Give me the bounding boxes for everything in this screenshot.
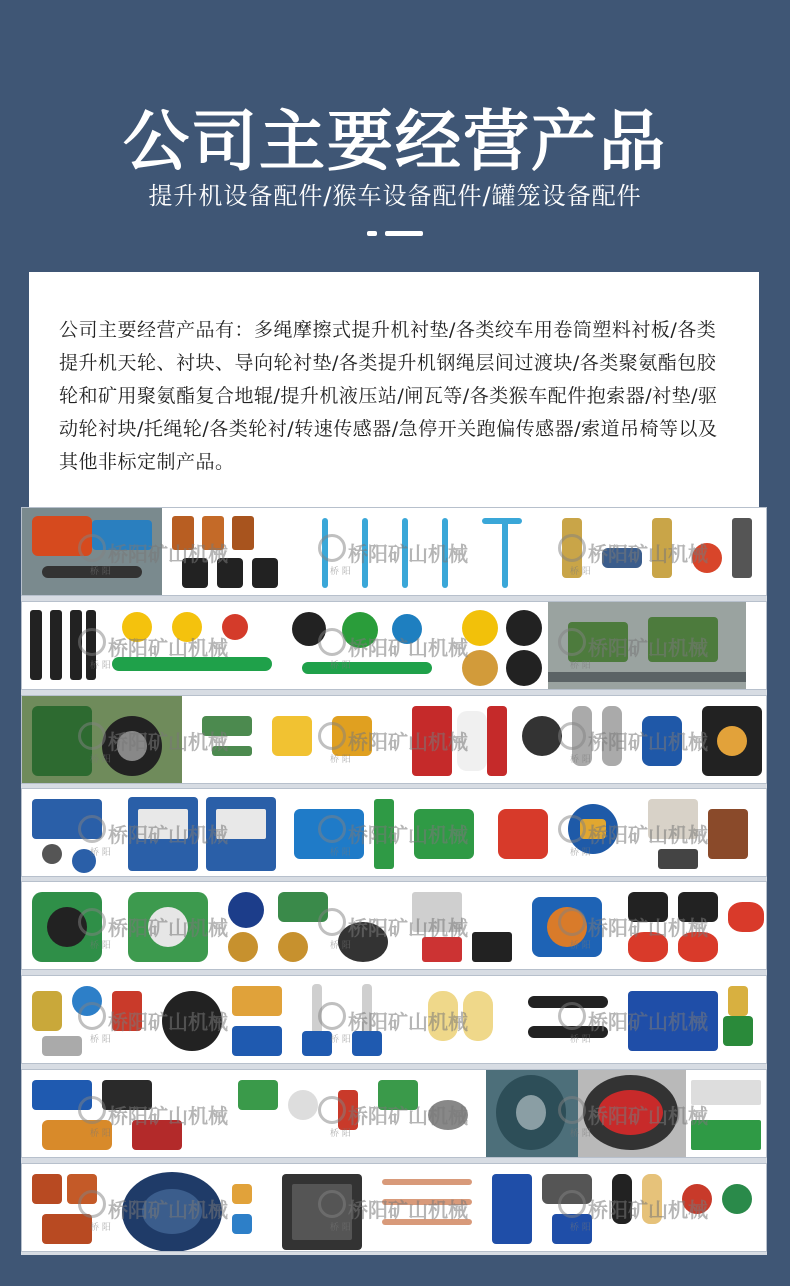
product-part [691,1080,761,1105]
product-photo [402,882,522,969]
product-photo [602,1164,766,1251]
product-photo [22,882,118,969]
product-part [722,1184,752,1214]
product-photo [632,696,767,783]
product-part [292,612,326,646]
product-part [723,1016,753,1046]
product-part [342,612,378,648]
page-title: 公司主要经营产品 [123,103,667,180]
product-photo [542,508,767,595]
product-part [112,991,142,1031]
product-part [374,799,394,869]
product-part [228,932,258,962]
watermark-text: 桥阳矿山机械 [348,1198,468,1222]
product-photo [218,882,402,969]
product-photo [228,1070,486,1157]
product-part [232,1026,282,1056]
watermark-small-text: 桥 阳 [330,848,351,858]
product-part [562,518,582,578]
watermark-text: 桥阳矿山机械 [588,1104,708,1128]
product-part [572,706,592,766]
product-part [312,984,322,1034]
product-part [252,558,278,588]
watermark-small-text: 桥 阳 [330,1129,351,1139]
watermark-small-text: 桥 阳 [570,1223,591,1233]
product-photo [418,976,618,1063]
product-part [412,706,452,776]
product-part [232,986,282,1016]
watermark-small-text: 桥 阳 [90,567,111,577]
product-part [122,612,152,642]
product-part [552,1214,592,1244]
product-photo-row-6 [21,975,767,1064]
product-part [462,610,498,646]
product-part [728,986,748,1016]
product-photo [482,1164,602,1251]
product-part [42,1214,92,1244]
product-part [628,932,668,962]
product-photo [22,696,182,783]
product-photo [548,602,746,689]
watermark-text: 桥阳矿山机械 [348,542,468,566]
product-part [728,902,764,932]
product-photo-row-7 [21,1069,767,1158]
watermark-text: 桥阳矿山机械 [348,636,468,660]
watermark-small-text: 桥 阳 [330,755,351,765]
product-photo [686,1070,766,1157]
product-part [72,849,96,873]
product-part [708,809,748,859]
watermark-small-text: 桥 阳 [330,1035,351,1045]
product-part [402,518,408,588]
product-part [232,1184,252,1204]
product-part [548,672,746,682]
product-part [70,610,82,680]
watermark-text: 桥阳矿山机械 [588,916,708,940]
product-part [732,518,752,578]
product-part [222,614,248,640]
divider-bar [385,231,423,236]
product-part [117,731,147,761]
product-photo [302,508,542,595]
product-part [42,844,62,864]
product-part [112,657,272,671]
product-part [216,809,266,839]
product-part [652,518,672,578]
product-image-grid [21,507,767,1255]
product-photo-row-1 [21,507,767,596]
product-part [382,1219,472,1225]
product-part [678,892,718,922]
product-photo [522,882,618,969]
product-part [658,849,698,869]
product-part [278,932,308,962]
product-photo-row-5 [21,881,767,970]
product-part [32,991,62,1031]
product-part [142,1189,202,1234]
product-part [42,1036,82,1056]
product-part [528,996,608,1008]
product-photo [118,789,284,876]
product-part [302,1031,332,1056]
product-part [132,1120,182,1150]
product-part [162,991,222,1051]
product-photo [292,976,418,1063]
product-part [228,892,264,928]
product-part [628,991,718,1051]
product-part [516,1095,546,1130]
product-part [172,612,202,642]
watermark-text: 桥阳矿山机械 [588,542,708,566]
product-part [47,907,87,947]
product-part [42,1120,112,1150]
product-part [547,907,587,947]
watermark-text: 桥阳矿山机械 [348,730,468,754]
product-photo [512,696,632,783]
product-part [292,1184,352,1240]
product-part [272,716,312,756]
watermark-text: 桥阳矿山机械 [108,1198,228,1222]
product-part [580,819,606,839]
watermark-small-text: 桥 阳 [90,1035,111,1045]
product-part [568,622,628,662]
product-part [457,711,487,771]
product-part [217,558,243,588]
product-part [378,1080,418,1110]
product-part [628,892,668,922]
product-photo [618,882,767,969]
product-part [522,716,562,756]
product-part [338,922,388,962]
watermark-small-text: 桥 阳 [570,1035,591,1045]
product-part [50,610,62,680]
watermark-text: 桥阳矿山机械 [108,730,228,754]
product-part [32,516,92,556]
watermark-small-text: 桥 阳 [570,1129,591,1139]
product-part [238,1080,278,1110]
watermark-small-text: 桥 阳 [90,848,111,858]
watermark-text: 桥阳矿山机械 [108,1104,228,1128]
product-part [442,518,448,588]
product-part [682,1184,712,1214]
product-photo-row-4 [21,788,767,877]
product-photo [22,602,102,689]
product-photo [402,696,512,783]
product-part [322,518,328,588]
product-photo [22,508,162,595]
product-photo [112,1164,272,1251]
product-photo-row-3 [21,695,767,784]
product-photo [102,602,282,689]
watermark-text: 桥阳矿山机械 [588,636,708,660]
watermark-small-text: 桥 阳 [330,661,351,671]
product-part [42,566,142,578]
watermark-text: 桥阳矿山机械 [108,1010,228,1034]
divider-dot [367,231,377,236]
product-part [492,1174,532,1244]
product-part [382,1179,472,1185]
product-part [642,716,682,766]
product-part [67,1174,97,1204]
watermark-text: 桥阳矿山机械 [108,916,228,940]
product-photo [638,789,767,876]
watermark-small-text: 桥 阳 [90,941,111,951]
product-photo [118,882,218,969]
product-photo-row-8 [21,1163,767,1252]
product-part [86,610,96,680]
product-part [148,907,188,947]
watermark-text: 桥阳矿山机械 [588,1010,708,1034]
watermark-text: 桥阳矿山机械 [108,636,228,660]
product-photo [22,976,152,1063]
product-part [332,716,372,756]
page-subtitle: 提升机设备配件/猴车设备配件/罐笼设备配件 [148,182,642,210]
product-part [72,986,102,1016]
watermark-small-text: 桥 阳 [570,661,591,671]
watermark-text: 桥阳矿山机械 [348,823,468,847]
product-part [392,614,422,644]
watermark-small-text: 桥 阳 [330,1223,351,1233]
product-part [172,516,194,550]
intro-text: 公司主要经营产品有：多绳摩擦式提升机衬垫/各类绞车用卷筒塑料衬板/各类提升机天轮、衬块、导向轮衬垫/各类提升机钢绳层间过渡块/各类聚氨酯包胶轮和矿用聚氨酯复合地辊/提升机液压站/闸瓦等/各类猴车配件抱索器/衬垫/驱动轮衬块/托绳轮/各类轮衬/转速传感器/急停开关跑偏传感器/索道吊椅等以及其他非标定制产品。 [59,319,718,473]
watermark-text: 桥阳矿山机械 [588,1198,708,1222]
product-part [506,650,542,686]
product-part [422,937,462,962]
product-part [202,716,252,736]
product-photo [182,696,402,783]
product-part [288,1090,318,1120]
product-photo [488,789,638,876]
product-part [182,558,208,588]
product-part [717,726,747,756]
product-part [414,809,474,859]
intro-card [29,272,759,508]
product-part [602,548,642,568]
watermark-text: 桥阳矿山机械 [348,1010,468,1034]
product-part [498,809,548,859]
product-photo [282,602,452,689]
product-part [32,1080,92,1110]
product-part [602,706,622,766]
product-part [302,662,432,674]
product-part [506,610,542,646]
watermark-small-text: 桥 阳 [90,1129,111,1139]
product-photo [284,789,488,876]
product-photo [452,602,548,689]
watermark-small-text: 桥 阳 [570,848,591,858]
product-part [362,984,372,1034]
product-photo [272,1164,372,1251]
product-part [202,516,224,550]
product-photo [618,976,767,1063]
product-part [487,706,507,776]
watermark-small-text: 桥 阳 [90,1223,111,1233]
product-photo [22,1070,228,1157]
product-part [428,1100,468,1130]
product-part [428,991,458,1041]
product-part [502,518,508,588]
product-part [542,1174,592,1204]
product-photo [162,508,302,595]
watermark-small-text: 桥 阳 [90,661,111,671]
product-part [612,1174,632,1224]
product-part [232,516,254,550]
product-photo [486,1070,578,1157]
watermark-text: 桥阳矿山机械 [348,916,468,940]
product-photo [22,1164,112,1251]
watermark-text: 桥阳矿山机械 [108,823,228,847]
product-part [278,892,328,922]
watermark-text: 桥阳矿山机械 [108,542,228,566]
product-part [598,1090,663,1135]
watermark-small-text: 桥 阳 [330,941,351,951]
product-photo [22,789,118,876]
watermark-small-text: 桥 阳 [330,567,351,577]
product-part [294,809,364,859]
watermark-text: 桥阳矿山机械 [588,823,708,847]
product-part [412,892,462,932]
product-part [338,1090,358,1130]
product-part [352,1031,382,1056]
product-photo [152,976,292,1063]
product-part [30,610,42,680]
watermark-small-text: 桥 阳 [570,941,591,951]
product-part [32,799,102,839]
product-part [691,1120,761,1150]
product-part [692,543,722,573]
watermark-text: 桥阳矿山机械 [348,1104,468,1128]
watermark-small-text: 桥 阳 [570,567,591,577]
product-part [648,617,718,662]
product-part [32,706,92,776]
product-part [92,520,152,550]
product-part [472,932,512,962]
product-part [102,1080,152,1110]
watermark-text: 桥阳矿山机械 [588,730,708,754]
product-part [362,518,368,588]
product-part [212,746,252,756]
product-part [138,809,188,839]
product-part [463,991,493,1041]
product-part [648,799,698,839]
product-part [232,1214,252,1234]
product-part [382,1199,472,1205]
product-photo [372,1164,482,1251]
product-part [528,1026,608,1038]
product-part [462,650,498,686]
watermark-small-text: 桥 阳 [90,755,111,765]
watermark-small-text: 桥 阳 [570,755,591,765]
product-photo [578,1070,686,1157]
product-photo-row-2 [21,601,767,690]
product-part [32,1174,62,1204]
product-part [678,932,718,962]
product-part [642,1174,662,1224]
